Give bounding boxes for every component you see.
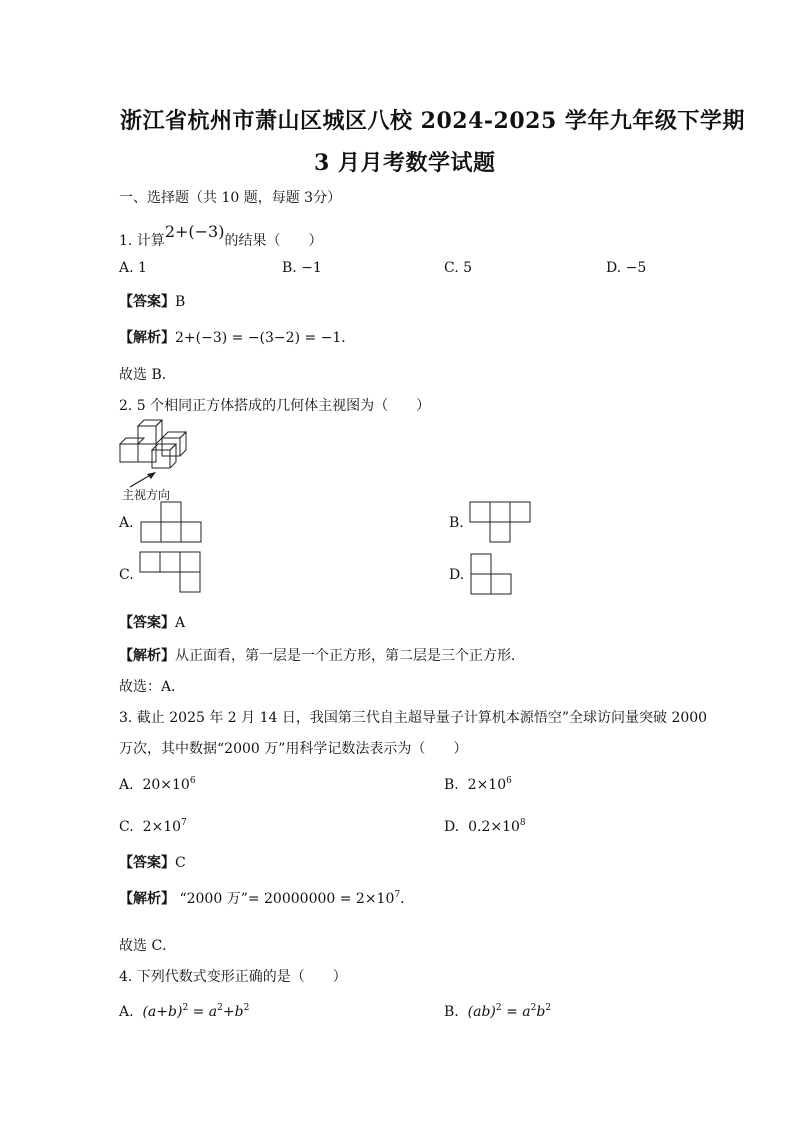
option-label: B. bbox=[444, 1004, 459, 1020]
option-value: 2×10 bbox=[467, 777, 507, 793]
expression: b bbox=[536, 1004, 546, 1020]
exponent: 2 bbox=[495, 1003, 502, 1013]
option-label: C. bbox=[119, 819, 134, 835]
option-label: A. bbox=[119, 777, 134, 793]
view-direction-label: 主视方向 bbox=[122, 488, 171, 502]
analysis-label: 【解析】 bbox=[119, 648, 175, 664]
exponent: 8 bbox=[519, 818, 526, 828]
q2-solid-figure bbox=[118, 420, 188, 476]
q3-stem-line-1: 3. 截止 2025 年 2 月 14 日，我国第三代自主超导量子计算机本源悟空”全球访问量突破 2000 bbox=[119, 710, 708, 726]
expression: +b bbox=[222, 1004, 244, 1020]
q3-analysis bbox=[119, 888, 414, 908]
q1-conclusion: 故选 B． bbox=[119, 367, 176, 383]
analysis-label: 【解析】 bbox=[119, 330, 175, 346]
q1-answer bbox=[119, 291, 185, 311]
q3-option-a bbox=[119, 776, 196, 793]
q1-option-d: D. −5 bbox=[606, 260, 647, 276]
title-line-2: 3 月月考数学试题 bbox=[314, 150, 496, 176]
q2-answer bbox=[119, 612, 185, 632]
q3-option-d bbox=[444, 818, 526, 835]
q1-prefix: 1. 计算 bbox=[119, 233, 165, 249]
q3-conclusion: 故选 C． bbox=[119, 938, 177, 954]
period: ． bbox=[400, 891, 415, 907]
answer-label: 【答案】 bbox=[119, 615, 175, 631]
q3-stem-line-2: 万次，其中数据“2000 万”用科学记数法表示为（ ） bbox=[119, 741, 468, 757]
section-heading: 一、选择题（共 10 题，每题 3分） bbox=[119, 190, 342, 206]
exponent: 7 bbox=[181, 818, 187, 828]
q2-stem: 2. 5 个相同正方体搭成的几何体主视图为（ ） bbox=[119, 398, 431, 414]
option-label: B. bbox=[444, 777, 459, 793]
answer-label: 【答案】 bbox=[119, 294, 175, 310]
expression: = a bbox=[188, 1004, 218, 1020]
exponent: 6 bbox=[506, 776, 512, 786]
exponent: 7 bbox=[394, 890, 401, 900]
q3-option-c bbox=[119, 818, 187, 835]
expression: (ab) bbox=[467, 1004, 496, 1020]
exponent: 2 bbox=[182, 1003, 189, 1013]
q2-conclusion: 故选：A． bbox=[119, 679, 186, 695]
q1-analysis-text: 2+(−3) = −(3−2) = −1． bbox=[175, 330, 356, 346]
option-label: A. bbox=[119, 1004, 134, 1020]
q2-option-a-label: A. bbox=[119, 515, 134, 531]
q3-answer-value: C bbox=[175, 855, 186, 871]
q2-option-d-figure bbox=[470, 553, 514, 595]
exponent: 2 bbox=[243, 1003, 250, 1013]
q1-suffix: 的结果（ ） bbox=[224, 233, 323, 249]
q2-option-c-figure bbox=[139, 551, 203, 593]
q2-option-d-label: D. bbox=[449, 567, 465, 583]
q2-analysis bbox=[119, 645, 525, 665]
q3-analysis-text: “2000 万”= 20000000 = 2×10 bbox=[179, 891, 395, 907]
q4-option-a bbox=[119, 1003, 249, 1020]
q1-expression: 2+(−3) bbox=[164, 222, 225, 241]
option-label: D. bbox=[444, 819, 460, 835]
q2-analysis-text: 从正面看，第一层是一个正方形，第二层是三个正方形． bbox=[175, 648, 525, 664]
q2-answer-value: A bbox=[175, 615, 186, 631]
exponent: 6 bbox=[189, 776, 196, 786]
option-value: 2×10 bbox=[142, 819, 182, 835]
q1-option-b: B. −1 bbox=[282, 260, 322, 276]
option-value: 20×10 bbox=[142, 777, 190, 793]
q2-option-b-label: B. bbox=[449, 515, 464, 531]
exponent: 2 bbox=[217, 1003, 223, 1013]
q1-analysis bbox=[119, 327, 355, 347]
exponent: 2 bbox=[545, 1003, 552, 1013]
q2-option-b-figure bbox=[469, 501, 533, 543]
answer-label: 【答案】 bbox=[119, 855, 175, 871]
q4-stem: 4. 下列代数式变形正确的是（ ） bbox=[119, 969, 347, 985]
exponent: 2 bbox=[530, 1003, 537, 1013]
analysis-label: 【解析】 bbox=[119, 891, 175, 907]
q1-stem bbox=[119, 222, 323, 250]
option-value: 0.2×10 bbox=[468, 819, 520, 835]
q1-answer-value: B bbox=[175, 294, 186, 310]
expression: = a bbox=[501, 1004, 531, 1020]
title-line-1: 浙江省杭州市萧山区城区八校 2024-2025 学年九年级下学期 bbox=[120, 108, 745, 134]
q3-answer bbox=[119, 852, 186, 872]
q1-option-c: C. 5 bbox=[444, 260, 473, 276]
q4-option-b bbox=[444, 1003, 551, 1020]
q1-option-a: A. 1 bbox=[119, 260, 147, 276]
expression: (a+b) bbox=[142, 1004, 183, 1020]
q3-option-b bbox=[444, 776, 512, 793]
q2-option-a-figure bbox=[140, 501, 204, 543]
q2-option-c-label: C. bbox=[119, 567, 134, 583]
